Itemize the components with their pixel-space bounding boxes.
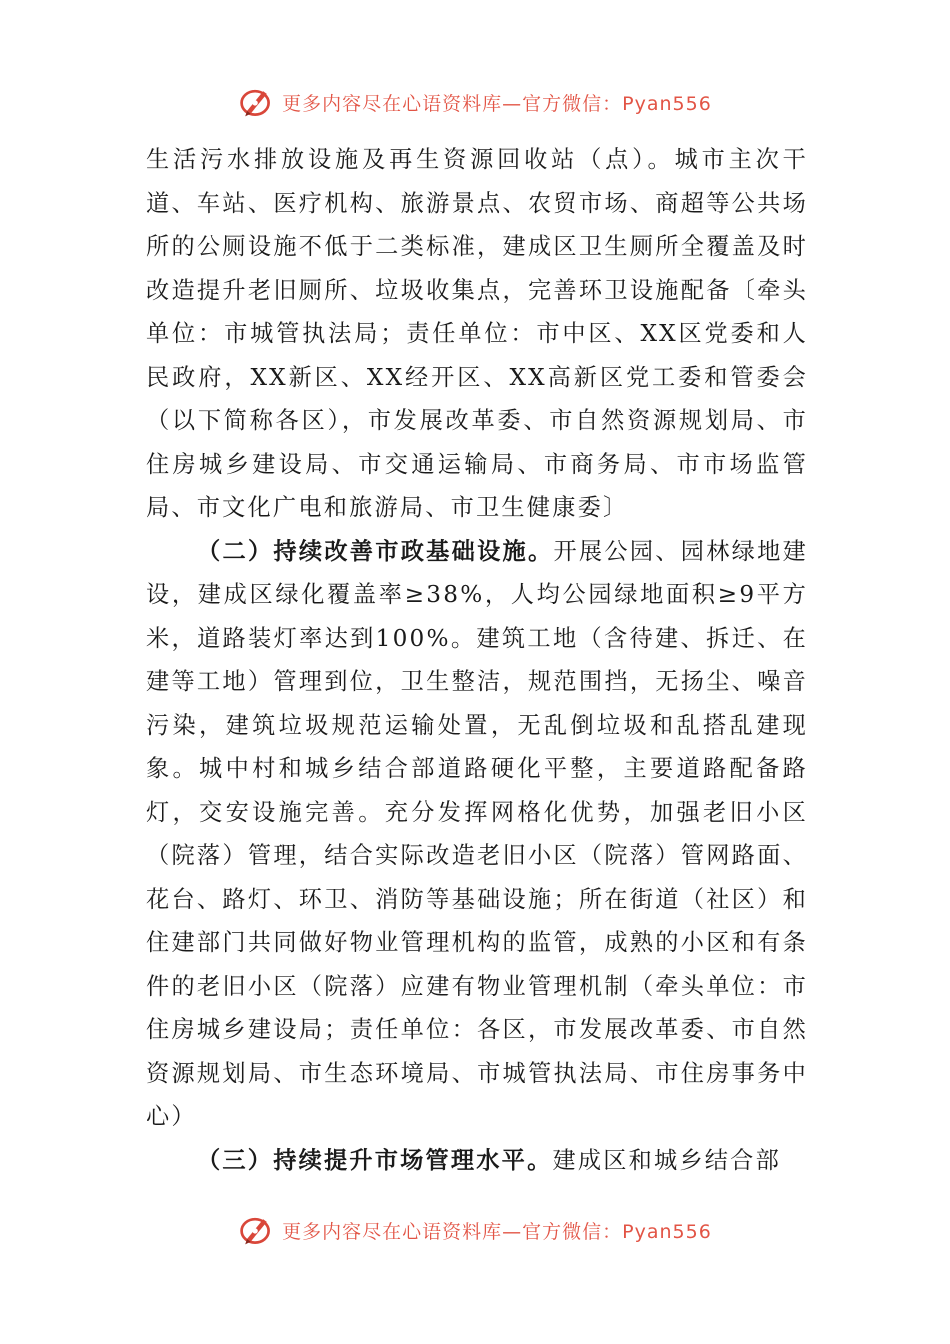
- paragraph-2-text: 开展公园、园林绿地建设，建成区绿化覆盖率≥38%，人均公园绿地面积≥9平方米，道路装灯率达到100%。建筑工地（含待建、拆迁、在建等工地）管理到位，卫生整洁，规范围挡，无扬尘、噪音污染，建筑垃圾规范运输处置，无乱倒垃圾和乱搭乱建现象。城中村和城乡结合部道路硬化平整，主要道路配备路灯，交安设施完善。充分发挥网格化优势，加强老旧小区（院落）管理，结合实际改造老旧小区（院落）管网路面、花台、路灯、环卫、消防等基础设施；所在街道（社区）和住建部门共同做好物业管理机构的监管，成熟的小区和有条件的老旧小区（院落）应建有物业管理机制（牵头单位：市住房城乡建设局；责任单位：各区，市发展改革委、市自然资源规划局、市生态环境局、市城管执法局、市住房事务中心）: [146, 537, 808, 1130]
- pen-circle-logo-icon: [238, 84, 274, 120]
- document-body: [146, 138, 808, 1182]
- paragraph-3-text: 建成区和城乡结合部: [552, 1146, 781, 1174]
- paragraph-2: [146, 530, 808, 1139]
- footer-banner-content: [238, 1212, 712, 1248]
- header-banner-content: [238, 84, 712, 120]
- header-watermark: [0, 82, 950, 122]
- header-banner-text: 更多内容尽在心语资料库—官方微信：Pyan556: [282, 92, 712, 115]
- section-heading-3: （三）持续提升市场管理水平。: [197, 1146, 553, 1174]
- paragraph-1: 生活污水排放设施及再生资源回收站（点）。城市主次干道、车站、医疗机构、旅游景点、农贸市场、商超等公共场所的公厕设施不低于二类标准，建成区卫生厕所全覆盖及时改造提升老旧厕所、垃圾收集点，完善环卫设施配备〔牵头单位：市城管执法局；责任单位：市中区、XX区党委和人民政府，XX新区、XX经开区、XX高新区党工委和管委会（以下简称各区），市发展改革委、市自然资源规划局、市住房城乡建设局、市交通运输局、市商务局、市市场监管局、市文化广电和旅游局、市卫生健康委〕: [146, 146, 808, 521]
- footer-watermark: [0, 1210, 950, 1250]
- section-heading-2: （二）持续改善市政基础设施。: [197, 537, 554, 565]
- pen-circle-logo-icon: [238, 1212, 274, 1248]
- paragraph-3: [146, 1139, 808, 1183]
- footer-banner-text: 更多内容尽在心语资料库—官方微信：Pyan556: [282, 1220, 712, 1243]
